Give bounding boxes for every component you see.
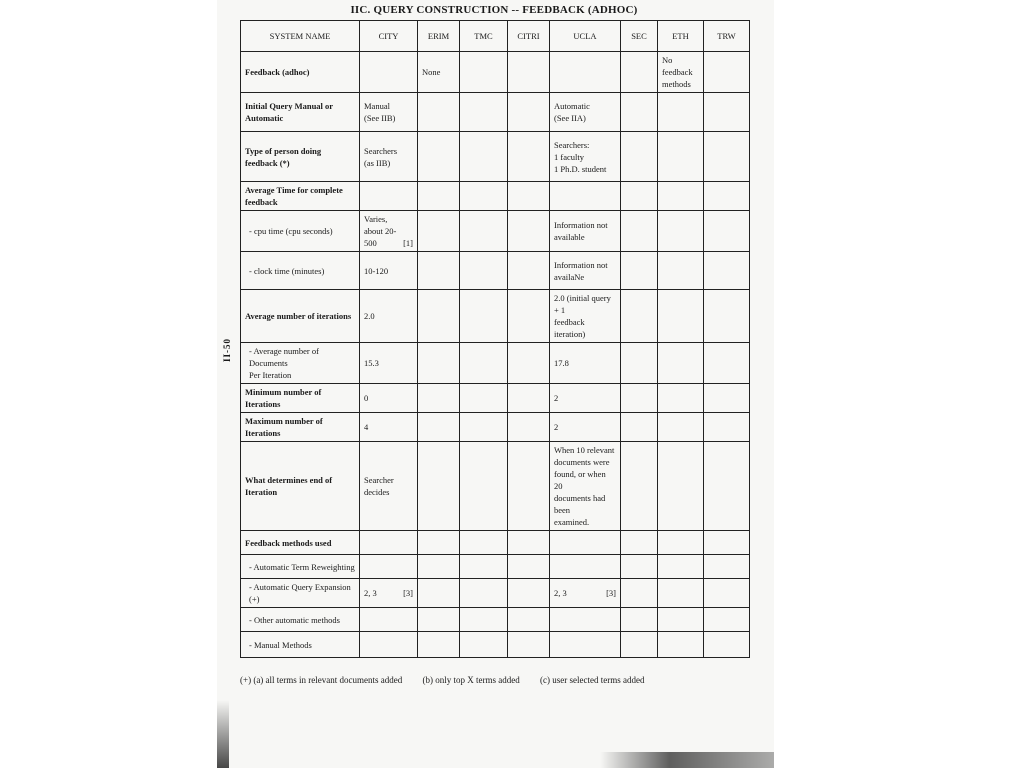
cell-trw (704, 579, 750, 608)
cell-tmc (460, 579, 508, 608)
row-label (241, 579, 360, 608)
cell-ucla (550, 252, 621, 290)
cell-sec (621, 555, 658, 579)
row-label-text: - Automatic Query Expansion (+) (249, 582, 351, 604)
row-label-text: - Average number of Documents Per Iteration (249, 346, 319, 380)
cell-value: No feedback methods (662, 55, 693, 89)
cell-erim (418, 413, 460, 442)
cell-tmc (460, 252, 508, 290)
col-header-system-name: SYSTEM NAME (241, 21, 360, 52)
reference-note: [1] (403, 238, 413, 248)
row-label (241, 252, 360, 290)
cell-erim (418, 252, 460, 290)
cell-ucla (550, 442, 621, 531)
cell-city (360, 608, 418, 632)
cell-value: 2, 3 (554, 588, 567, 598)
cell-citri (508, 182, 550, 211)
cell-ucla (550, 555, 621, 579)
cell-tmc (460, 531, 508, 555)
col-header-tmc: TMC (460, 21, 508, 52)
cell-citri (508, 608, 550, 632)
cell-value: Searcher decides (364, 475, 394, 497)
cell-value: 10-120 (364, 265, 389, 276)
table-row (241, 182, 750, 211)
row-label (241, 290, 360, 343)
cell-city (360, 52, 418, 93)
cell-city (360, 579, 418, 608)
cell-citri (508, 132, 550, 182)
cell-value: Searchers: 1 faculty 1 Ph.D. student (554, 139, 607, 174)
row-label (241, 608, 360, 632)
col-header-erim: ERIM (418, 21, 460, 52)
cell-value: Information not availaNe (554, 259, 608, 282)
row-label (241, 182, 360, 211)
cell-value: Varies, about 20- 500 (364, 214, 397, 248)
row-label (241, 343, 360, 384)
cell-citri (508, 290, 550, 343)
row-label-text: Feedback (adhoc) (245, 67, 310, 77)
cell-citri (508, 632, 550, 658)
cell-citri (508, 555, 550, 579)
row-label (241, 211, 360, 252)
col-header-city: CITY (360, 21, 418, 52)
cell-value: Information not available (554, 220, 608, 242)
cell-erim (418, 343, 460, 384)
cell-city (360, 252, 418, 290)
cell-city (360, 211, 418, 252)
cell-trw (704, 442, 750, 531)
cell-sec (621, 531, 658, 555)
cell-tmc (460, 608, 508, 632)
cell-trw (704, 413, 750, 442)
cell-sec (621, 442, 658, 531)
row-label (241, 632, 360, 658)
cell-erim (418, 608, 460, 632)
cell-trw (704, 632, 750, 658)
table-row (241, 52, 750, 93)
cell-ucla (550, 413, 621, 442)
page-title: IIC. QUERY CONSTRUCTION -- FEEDBACK (ADHOC) (350, 4, 638, 16)
cell-city (360, 290, 418, 343)
row-label-text: Feedback methods used (245, 537, 332, 548)
table-row (241, 290, 750, 343)
feedback-table (240, 20, 750, 658)
cell-ucla (550, 182, 621, 211)
table-row (241, 632, 750, 658)
row-label-text: What determines end of Iteration (245, 475, 333, 497)
cell-ucla (550, 384, 621, 413)
cell-erim (418, 52, 460, 93)
cell-tmc (460, 555, 508, 579)
cell-sec (621, 132, 658, 182)
row-label-text: Maximum number of Iterations (245, 416, 323, 438)
cell-city (360, 182, 418, 211)
row-label (241, 93, 360, 132)
cell-eth (658, 384, 704, 413)
cell-city (360, 413, 418, 442)
table-row (241, 579, 750, 608)
cell-tmc (460, 182, 508, 211)
cell-trw (704, 182, 750, 211)
cell-eth (658, 413, 704, 442)
cell-tmc (460, 442, 508, 531)
table-row (241, 531, 750, 555)
row-label (241, 442, 360, 531)
row-label-text: - Manual Methods (249, 639, 312, 650)
table-row (241, 252, 750, 290)
cell-eth (658, 579, 704, 608)
cell-erim (418, 93, 460, 132)
cell-city (360, 555, 418, 579)
row-label-text: - cpu time (cpu seconds) (249, 226, 333, 236)
footnote-a: (+) (a) all terms in relevant documents added (240, 675, 403, 685)
cell-value: None (422, 67, 441, 77)
cell-sec (621, 252, 658, 290)
cell-trw (704, 290, 750, 343)
col-header-ucla: UCLA (550, 21, 621, 52)
cell-sec (621, 93, 658, 132)
cell-ucla (550, 531, 621, 555)
cell-value: Searchers (as IIB) (364, 145, 398, 168)
row-label (241, 52, 360, 93)
table-row (241, 343, 750, 384)
cell-sec (621, 343, 658, 384)
cell-citri (508, 93, 550, 132)
row-label (241, 531, 360, 555)
cell-sec (621, 413, 658, 442)
table-row (241, 555, 750, 579)
cell-erim (418, 211, 460, 252)
row-label-text: Average number of iterations (245, 311, 352, 321)
cell-value: 15.3 (364, 358, 379, 368)
cell-erim (418, 579, 460, 608)
scan-shadow-left (217, 700, 229, 768)
row-label-text: Type of person doing feedback (*) (245, 145, 322, 168)
cell-eth (658, 632, 704, 658)
scan-shadow-bottom (600, 752, 774, 768)
row-label-text: Minimum number of Iterations (245, 387, 322, 409)
cell-citri (508, 211, 550, 252)
row-label-text: - clock time (minutes) (249, 265, 325, 276)
cell-sec (621, 384, 658, 413)
cell-city (360, 531, 418, 555)
cell-eth (658, 252, 704, 290)
cell-city (360, 132, 418, 182)
table-header-row (241, 21, 750, 52)
cell-eth (658, 182, 704, 211)
cell-eth (658, 132, 704, 182)
row-label (241, 413, 360, 442)
footnote-c: (c) user selected terms added (540, 675, 645, 685)
cell-sec (621, 290, 658, 343)
cell-eth (658, 290, 704, 343)
reference-note: [3] (403, 588, 413, 598)
cell-ucla (550, 93, 621, 132)
cell-trw (704, 555, 750, 579)
table-row (241, 93, 750, 132)
cell-value: 17.8 (554, 358, 569, 368)
cell-citri (508, 384, 550, 413)
cell-citri (508, 413, 550, 442)
cell-city (360, 632, 418, 658)
cell-ucla (550, 579, 621, 608)
cell-tmc (460, 413, 508, 442)
cell-sec (621, 52, 658, 93)
cell-value: 2 (554, 393, 559, 403)
cell-value: When 10 relevant documents were found, or when 20 documents had been examined. (554, 445, 615, 527)
cell-value: 2.0 (364, 311, 375, 321)
col-header-citri: CITRI (508, 21, 550, 52)
cell-erim (418, 555, 460, 579)
reference-note: [3] (606, 588, 616, 598)
cell-ucla (550, 632, 621, 658)
cell-erim (418, 531, 460, 555)
cell-trw (704, 211, 750, 252)
cell-tmc (460, 93, 508, 132)
row-label-text: - Other automatic methods (249, 614, 340, 625)
cell-trw (704, 608, 750, 632)
cell-tmc (460, 384, 508, 413)
cell-eth (658, 211, 704, 252)
cell-city (360, 384, 418, 413)
cell-erim (418, 384, 460, 413)
col-header-eth: ETH (658, 21, 704, 52)
table-row (241, 132, 750, 182)
cell-ucla (550, 132, 621, 182)
row-label-text: - Automatic Term Reweighting (249, 561, 355, 572)
cell-erim (418, 290, 460, 343)
cell-value: 4 (364, 422, 369, 432)
cell-citri (508, 531, 550, 555)
cell-ucla (550, 290, 621, 343)
row-label (241, 132, 360, 182)
cell-city (360, 343, 418, 384)
cell-tmc (460, 52, 508, 93)
cell-erim (418, 442, 460, 531)
cell-trw (704, 52, 750, 93)
cell-erim (418, 132, 460, 182)
cell-citri (508, 579, 550, 608)
cell-tmc (460, 132, 508, 182)
cell-erim (418, 632, 460, 658)
row-label-text: Average Time for complete feedback (245, 185, 343, 207)
cell-sec (621, 579, 658, 608)
table-row (241, 413, 750, 442)
cell-trw (704, 384, 750, 413)
cell-sec (621, 182, 658, 211)
cell-tmc (460, 211, 508, 252)
cell-ucla (550, 343, 621, 384)
cell-sec (621, 211, 658, 252)
cell-eth (658, 442, 704, 531)
row-label (241, 384, 360, 413)
table-row (241, 442, 750, 531)
footnote (240, 675, 662, 685)
cell-tmc (460, 632, 508, 658)
cell-sec (621, 608, 658, 632)
row-label (241, 555, 360, 579)
cell-eth (658, 555, 704, 579)
cell-value: Automatic (See IIA) (554, 101, 590, 123)
table-row (241, 211, 750, 252)
cell-value: 2.0 (initial query + 1 feedback iteration) (554, 293, 611, 339)
cell-citri (508, 442, 550, 531)
col-header-trw: TRW (704, 21, 750, 52)
cell-tmc (460, 343, 508, 384)
cell-eth (658, 608, 704, 632)
cell-city (360, 442, 418, 531)
footnote-b: (b) only top X terms added (422, 675, 520, 685)
table-row (241, 608, 750, 632)
col-header-sec: SEC (621, 21, 658, 52)
cell-trw (704, 252, 750, 290)
table-row (241, 384, 750, 413)
cell-trw (704, 531, 750, 555)
cell-ucla (550, 211, 621, 252)
table-body (241, 52, 750, 658)
cell-value: 0 (364, 393, 369, 403)
cell-city (360, 93, 418, 132)
cell-sec (621, 632, 658, 658)
cell-value: 2 (554, 422, 559, 432)
cell-trw (704, 93, 750, 132)
cell-erim (418, 182, 460, 211)
cell-citri (508, 52, 550, 93)
row-label-text: Initial Query Manual or Automatic (245, 101, 334, 123)
cell-ucla (550, 608, 621, 632)
cell-eth (658, 531, 704, 555)
cell-citri (508, 343, 550, 384)
cell-trw (704, 132, 750, 182)
cell-eth (658, 52, 704, 93)
cell-tmc (460, 290, 508, 343)
cell-citri (508, 252, 550, 290)
cell-trw (704, 343, 750, 384)
page-number-side: II-50 (222, 338, 232, 363)
cell-eth (658, 343, 704, 384)
cell-value: 2, 3 (364, 588, 377, 598)
cell-value: Manual (See IIB) (364, 101, 396, 123)
cell-ucla (550, 52, 621, 93)
cell-eth (658, 93, 704, 132)
